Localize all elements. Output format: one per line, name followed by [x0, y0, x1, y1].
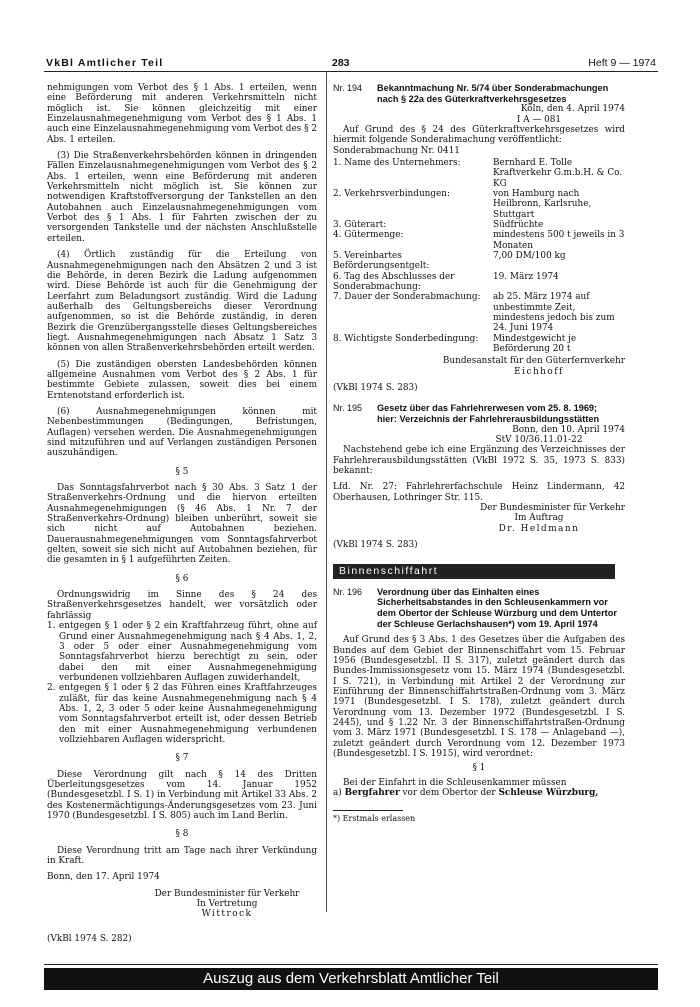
paragraph: Auf Grund des § 3 Abs. 1 des Gesetzes über die Aufgaben des Bundes auf dem Gebiet der Binnenschiffahrt vom 15. Februar 1956 (Bundesgesetzbl. II S. 317), zuletzt geändert durch das Bundes-Immissionsgesetz vom 15. März 1974 (Bundesgesetzbl. I S. 721), in Verbindung mit Artikel 2 der Verordnung zur Einführung der Binnenschiffahrtstraßen-Ordnung vom 3. März 1971 (Bundesgesetzbl. I S. 178), zuletzt geändert durch Verordnung vom 13. Dezember 1972 (Bundesgesetzbl. I S. 2445), und § 1.22 Nr. 3 der Binnenschiffahrtstraßen-Ordnung vom 3. März 1971 (Bundesgesetzbl. I S. 178 — Anlageband —), zuletzt geändert durch Verordnung vom 12. Dezember 1973 (Bundesgesetzbl. I S. 1915), wird verordnet:: [333, 635, 625, 759]
agreement-field-label: 4. Gütermenge:: [333, 230, 404, 241]
agreement-field-value: Mindestgewicht je Beförderung 20 t: [493, 333, 577, 355]
agreement-field-label: 5. Vereinbartes Beförderungsentgelt:: [333, 251, 430, 272]
journal-name: VkBl Amtlicher Teil: [46, 57, 164, 69]
paragraph: (6) Ausnahmegenehmigungen können mit Nebenbestimmungen (Bedingungen, Befristungen, Auflagen) versehen werden. Die Ausnahmegenehmigungen sind mitzuführen und auf Verlangen zuständigen Personen auszuhändigen.: [47, 406, 317, 459]
agreement-number: Sonderabmachung Nr. 0411: [333, 145, 460, 156]
paragraph: Lfd. Nr. 27: Fahrlehrerfachschule Heinz Lindermann, 42 Oberhausen, Lothringer Str. 115.: [333, 482, 625, 503]
signatory-name: Wittrock: [201, 909, 253, 920]
file-number: I A — 081: [516, 114, 562, 125]
agreement-row: [333, 251, 625, 272]
paragraph: Nachstehend gebe ich eine Ergänzung des Verzeichnisses der Fahrlehrerausbildungsstätten (VkBl 1972 S. 35, 1973 S. 833) bekannt:: [333, 445, 625, 477]
notice-subtitle: hier: Verzeichnis der Fahrlehrerausbildungsstätten: [377, 414, 600, 425]
agreement-row: [333, 292, 625, 333]
agreement-field-label: 3. Güterart:: [333, 219, 387, 230]
agreement-field-value: von Hamburg nach Heilbronn, Karlsruhe, Stuttgart: [493, 188, 592, 220]
section-heading: § 5: [175, 466, 189, 477]
header-rule: [44, 71, 658, 72]
notice-place-date: Köln, den 4. April 1974: [520, 104, 625, 115]
notice-number: Nr. 194: [333, 83, 363, 93]
section-heading: § 1: [472, 763, 486, 774]
section-banner: Binnenschiffahrt: [333, 564, 615, 578]
signatory-title: Der Bundesminister für Verkehr: [480, 503, 625, 514]
paragraph: Diese Verordnung tritt am Tage nach ihrer Verkündung in Kraft.: [47, 845, 317, 867]
list-item-text: entgegen § 1 oder § 2 ein Kraftfahrzeug führt, ohne auf Grund einer Ausnahmegenehmigung nach § 4 Abs. 1, 2, 3 oder 5 oder einer Ausnahmegenehmigung vom Sonntagsfahrverbot hierzu berechtigt zu sein, oder dabei den mit einer Ausnahmegenehmigung verbundenen vollziehbaren Auflagen zuwiderhandelt,: [59, 621, 317, 683]
notice-title: Verordnung über das Einhalten eines Sicherheitsabstandes in den Schleusenkammern vor dem Obertor der Schleuse Würzburg und dem Untertor der Schleuse Gerlachshausen*) vom 19. April 1974: [377, 586, 617, 629]
agreement-field-label: 6. Tag des Abschlusses der Sonderabmachung:: [333, 271, 455, 293]
footnote-rule: [333, 810, 403, 811]
signatory-title: Bundesanstalt für den Güterfernverkehr: [442, 356, 625, 367]
agreement-field-value: mindestens 500 t jeweils in 3 Monaten: [493, 230, 625, 251]
reference: (VkBl 1974 S. 283): [333, 540, 418, 551]
issue-label: Heft 9 — 1974: [588, 57, 656, 69]
paragraph: a) Bergfahrer vor dem Obertor der Schleuse Würzburg,: [333, 787, 599, 798]
signatory-role: In Vertretung: [196, 899, 258, 910]
footer-banner: Auszug aus dem Verkehrsblatt Amtlicher Teil: [44, 968, 658, 990]
notice-number: Nr. 196: [333, 586, 363, 597]
agreement-field-value: ab 25. März 1974 auf unbestimmte Zeit, mindestens jedoch bis zum 24. Juni 1974: [493, 292, 615, 334]
paragraph: (3) Die Straßenverkehrsbehörden können in dringenden Fällen Einzelausnahmegenehmigungen vom Verbot des § 2 Abs. 1 erteilen, wenn eine Beförderung mit anderen Verkehrsmitteln nicht möglich ist. Sie können zur notwendigen Kraftstoffversorgung der Tankstellen an den Autobahnen auch Einzelausnahmegenehmigungen vom Verbot des § 1 Abs. 1 für Fahrten zwischen der zu versorgenden Tankstelle und der nächsten Anschlußstelle erteilen.: [47, 151, 317, 244]
reference: (VkBl 1974 S. 283): [333, 383, 418, 394]
paragraph: nehmigungen vom Verbot des § 1 Abs. 1 erteilen, wenn eine Beförderung mit anderen Verkehrsmitteln nicht möglich ist. Sie können gleichzeitig mit einer Einzelausnahmegenehmigung vom Verbot des § 1 Abs. 1 auch eine Einzelausnahmegenehmigung vom Verbot des § 2 Abs. 1 erteilen.: [47, 83, 317, 145]
page-header: [46, 55, 656, 71]
paragraph: Bei der Einfahrt in die Schleusenkammer müssen: [343, 777, 567, 788]
notice-number: Nr. 195: [333, 403, 363, 414]
agreement-row: [333, 230, 625, 251]
agreement-row: [333, 158, 625, 189]
agreement-field-value: 19. März 1974: [493, 271, 559, 282]
paragraph: Auf Grund des § 24 des Güterkraftverkehrsgesetzes wird hiermit folgende Sonderabmachung veröffentlicht:: [333, 124, 625, 146]
paragraph: (5) Die zuständigen obersten Landesbehörden können allgemeine Ausnahmen vom Verbot des § 2 Abs. 1 für bestimmte Gebiete zulassen, soweit dies bei einem Erntenotstand erforderlich ist.: [47, 359, 317, 401]
notice-place-date: Bonn, den 10. April 1974: [512, 424, 625, 435]
agreement-table: [333, 158, 625, 355]
notice-194-heading: [333, 83, 625, 104]
list-item: 2. entgegen § 1 oder § 2 das Führen eines Kraftfahrzeuges zuläßt, für das keine Ausnahmegenehmigung nach § 4 Abs. 1, 2, 3 oder 5 oder keine Ausnahmegenehmigung vom Sonntagsfahrverbot erteilt ist, oder dessen Betrieb den mit einer Ausnahmegenehmigung verbundenen vollziehbaren Auflagen widerspricht.: [47, 683, 317, 745]
list-item-text: entgegen § 1 oder § 2 das Führen eines Kraftfahrzeuges zuläßt, für das keine Ausnahmegenehmigung nach § 4 Abs. 1, 2, 3 oder 5 oder keine Ausnahmegenehmigung vom Sonntagsfahrverbot erteilt ist, oder dessen Betrieb den mit einer Ausnahmegenehmigung verbundenen vollziehbaren Auflagen widerspricht.: [59, 683, 317, 745]
footer-rule: [44, 964, 658, 965]
agreement-field-label: 7. Dauer der Sonderabmachung:: [333, 292, 481, 303]
signing-date: Bonn, den 17. April 1974: [47, 872, 160, 883]
section-heading: § 6: [175, 573, 189, 584]
page-number: 283: [332, 57, 350, 69]
paragraph: Das Sonntagsfahrverbot nach § 30 Abs. 3 Satz 1 der Straßenverkehrs-Ordnung und die hiervon erteilten Ausnahmegenehmigungen (§ 46 Abs. 1 Nr. 7 der Straßenverkehrs-Ordnung) bleiben unberührt, soweit sie sich nicht auf Autobahnen beziehen. Dauerausnahmegenehmigungen vom Sonntagsfahrverbot gelten, soweit sie sich nicht auf Autobahnen beziehen, für die gesamten in § 1 aufgeführten Zeiten.: [47, 483, 317, 566]
agreement-field-value: 7,00 DM/100 kg: [493, 251, 566, 261]
paragraph: (4) Örtlich zuständig für die Erteilung von Ausnahmegenehmigungen nach den Absätzen 2 und 3 ist die Behörde, in deren Bezirk die Ladung aufgenommen wird. Diese Behörde ist auch für die Genehmigung der Leerfahrt zum Beladungsort zuständig. Wird die Ladung außerhalb des Geltungsbereichs dieser Verordnung aufgenommen, so ist die Behörde zuständig, in deren Bezirk die Grenzübergangsstelle dieses Geltungsbereiches liegt. Ausnahmegenehmigungen nach Absatz 1 Satz 3 können von allen Straßenverkehrsbehörden erteilt werden.: [47, 250, 317, 354]
agreement-row: [333, 334, 625, 355]
agreement-field-value: Bernhard E. Tolle Kraftverkehr G.m.b.H. & Co. KG: [493, 157, 623, 189]
paragraph: Ordnungswidrig im Sinne des § 24 des Straßenverkehrsgesetzes handelt, wer vorsätzlich oder fahrlässig: [47, 590, 317, 621]
agreement-field-label: 8. Wichtigste Sonderbedingung:: [333, 333, 479, 344]
agreement-field-label: 2. Verkehrsverbindungen:: [333, 188, 451, 199]
signatory-title: Der Bundesminister für Verkehr: [154, 888, 300, 899]
agreement-row: [333, 220, 625, 230]
column-divider: [326, 72, 327, 912]
signatory-name: Eichhoff: [514, 366, 564, 377]
agreement-field-label: 1. Name des Unternehmers:: [333, 157, 461, 168]
notice-title: Bekanntmachung Nr. 5/74 über Sonderabmachungen nach § 22a des Güterkraftverkehrsgesetzes: [377, 83, 609, 104]
section-heading: § 7: [175, 753, 189, 764]
right-column: [333, 83, 625, 825]
paragraph: Diese Verordnung gilt nach § 14 des Dritten Überleitungsgesetzes vom 14. Januar 1952 (Bundesgesetzbl. I S. 1) in Verbindung mit Artikel 33 Abs. 2 des Kostenermächtigungs-Änderungsgesetzes vom 23. Juni 1970 (Bundesgesetzbl. I S. 805) auch im Land Berlin.: [47, 769, 317, 821]
agreement-field-value: Südfrüchte: [493, 219, 544, 230]
signatory-role: Im Auftrag: [514, 513, 564, 524]
list-item: 1. entgegen § 1 oder § 2 ein Kraftfahrzeug führt, ohne auf Grund einer Ausnahmegenehmigung nach § 4 Abs. 1, 2, 3 oder 5 oder einer Ausnahmegenehmigung vom Sonntagsfahrverbot hierzu berechtigt zu sein, oder dabei den mit einer Ausnahmegenehmigung verbundenen vollziehbaren Auflagen zuwiderhandelt,: [47, 621, 317, 683]
notice-196-heading: [333, 587, 625, 629]
signatory-name: Dr. Heldmann: [498, 523, 580, 534]
agreement-row: [333, 272, 625, 293]
file-number: StV 10/36.11.01-22: [495, 435, 583, 445]
reference: (VkBl 1974 S. 282): [47, 933, 132, 944]
notice-195-heading: [333, 403, 625, 424]
agreement-row: [333, 189, 625, 220]
left-column: [47, 83, 317, 944]
section-heading: § 8: [175, 829, 189, 840]
notice-title: Gesetz über das Fahrlehrerwesen vom 25. 8. 1969;: [377, 403, 598, 414]
footnote: *) Erstmals erlassen: [333, 814, 416, 824]
